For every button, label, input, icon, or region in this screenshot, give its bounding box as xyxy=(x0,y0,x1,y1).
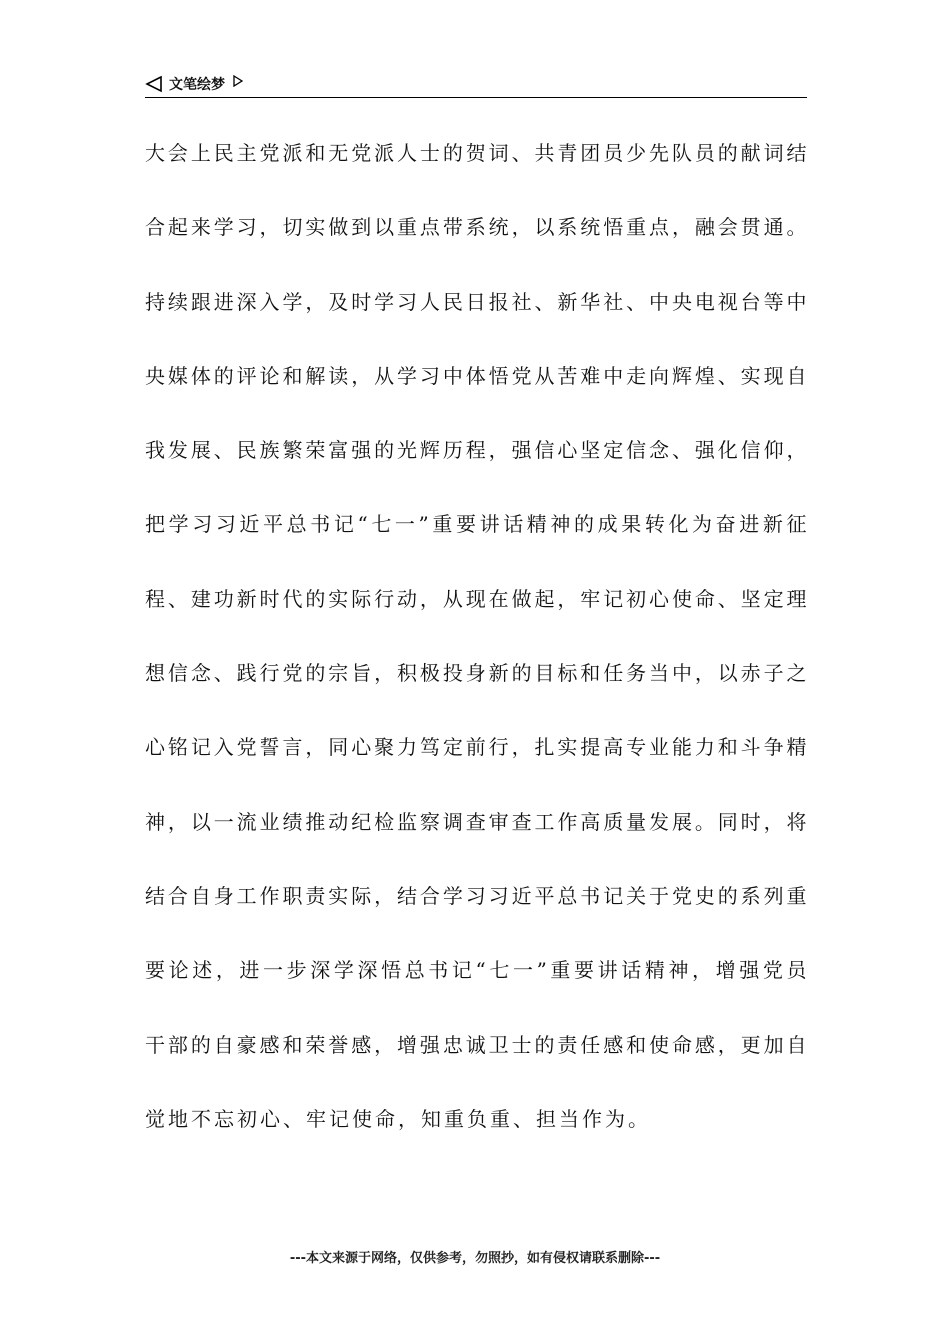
text-line: 想信念、践行党的宗旨，积极投身新的目标和任务当中，以赤子之 xyxy=(145,661,807,686)
text-line: 神，以一流业绩推动纪检监察调查审查工作高质量发展。同时，将 xyxy=(145,809,807,834)
body-text xyxy=(145,133,807,1173)
text-line: 大会上民主党派和无党派人士的贺词、共青团员少先队员的献词结 xyxy=(145,141,807,165)
triangle-right-icon xyxy=(233,75,243,87)
text-line: 觉地不忘初心、牢记使命，知重负重、担当作为。 xyxy=(145,1106,651,1131)
text-line: 我发展、民族繁荣富强的光辉历程，强信心坚定信念、强化信仰， xyxy=(145,438,807,463)
header-brand: 文笔绘梦 xyxy=(169,77,225,93)
text-line: 合起来学习，切实做到以重点带系统，以系统悟重点，融会贯通。 xyxy=(145,215,807,240)
text-line: 心铭记入党誓言，同心聚力笃定前行，扎实提高专业能力和斗争精 xyxy=(145,735,807,760)
text-line: 程、建功新时代的实际行动，从现在做起，牢记初心使命、坚定理 xyxy=(145,586,807,611)
footer-notice: ---本文来源于网络，仅供参考，勿照抄，如有侵权请联系删除--- xyxy=(289,1251,661,1266)
header-divider xyxy=(145,97,807,98)
text-line: 把学习习近平总书记“七一”重要讲话精神的成果转化为奋进新征 xyxy=(145,512,807,537)
page-header xyxy=(145,72,243,96)
text-line: 结合自身工作职责实际，结合学习习近平总书记关于党史的系列重 xyxy=(145,883,807,908)
text-line: 干部的自豪感和荣誉感，增强忠诚卫士的责任感和使命感，更加自 xyxy=(145,1032,807,1057)
text-line: 持续跟进深入学，及时学习人民日报社、新华社、中央电视台等中 xyxy=(145,289,807,314)
triangle-left-icon xyxy=(145,75,163,93)
text-line: 央媒体的评论和解读，从学习中体悟党从苦难中走向辉煌、实现自 xyxy=(145,363,807,388)
text-line: 要论述，进一步深学深悟总书记“七一”重要讲话精神，增强党员 xyxy=(145,958,807,983)
